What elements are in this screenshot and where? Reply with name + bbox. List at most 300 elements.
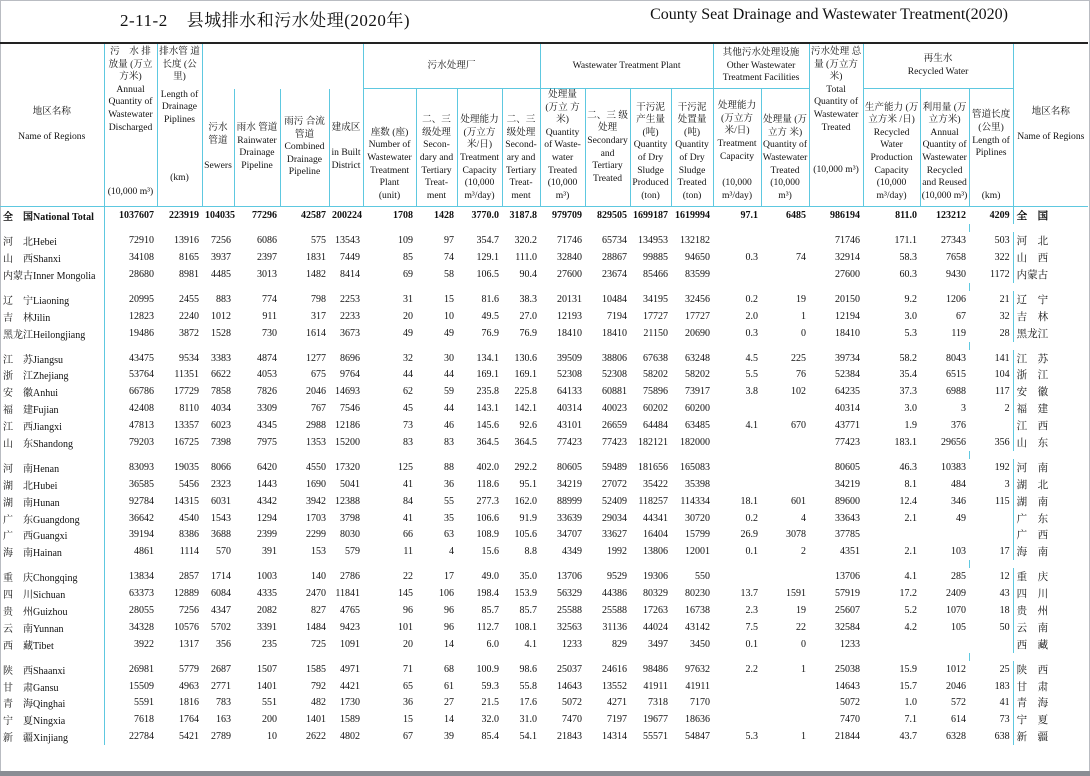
value-cell: 4802 bbox=[340, 731, 360, 743]
value-cell: 1992 bbox=[607, 546, 628, 558]
value-cell: 979709 bbox=[552, 210, 583, 222]
value-cell: 6420 bbox=[257, 461, 277, 473]
value-cell: 99885 bbox=[643, 252, 669, 264]
spacer-cell bbox=[863, 224, 920, 232]
value-cell: 1585 bbox=[306, 663, 326, 675]
value-cell: 986194 bbox=[830, 210, 861, 222]
value-cell: 32.0 bbox=[481, 714, 499, 726]
value-cell bbox=[969, 526, 1013, 543]
spacer-cell bbox=[809, 224, 863, 232]
value-cell: 767 bbox=[311, 403, 326, 415]
value-cell: 6.0 bbox=[486, 638, 499, 650]
spacer-cell bbox=[585, 653, 630, 661]
value-cell: 0 bbox=[801, 638, 807, 650]
value-cell: 57919 bbox=[835, 588, 861, 600]
value-cell: 34219 bbox=[835, 478, 861, 490]
value-cell: 5.3 bbox=[745, 731, 759, 743]
value-cell: 109 bbox=[398, 235, 413, 247]
value-cell: 43.7 bbox=[899, 731, 918, 743]
spacer-cell bbox=[280, 560, 329, 568]
value-cell: 58 bbox=[444, 268, 454, 280]
title-english: County Seat Drainage and Wastewater Treatment(2020) bbox=[650, 6, 1008, 23]
region-name-right: 湖 北 bbox=[1013, 476, 1088, 493]
value-cell: 97 bbox=[444, 235, 454, 247]
value-cell: 32456 bbox=[685, 293, 711, 305]
value-cell: 36 bbox=[403, 697, 413, 709]
table-row bbox=[0, 636, 1088, 653]
value-cell: 2233 bbox=[340, 310, 360, 322]
value-cell: 77296 bbox=[252, 210, 277, 222]
value-cell: 4345 bbox=[257, 420, 277, 432]
value-cell: 35422 bbox=[643, 478, 669, 490]
region-name-en: Fujian bbox=[33, 405, 59, 417]
value-cell: 2.1 bbox=[904, 546, 918, 558]
value-cell: 182121 bbox=[638, 436, 669, 448]
region-name-cn: 青 海 bbox=[3, 699, 33, 711]
spacer-cell bbox=[0, 283, 104, 291]
value-cell: 32 bbox=[999, 310, 1010, 322]
value-cell: 20150 bbox=[835, 293, 861, 305]
value-cell: 12.4 bbox=[899, 495, 918, 507]
spacer-cell bbox=[157, 560, 202, 568]
value-cell: 35 bbox=[444, 512, 454, 524]
value-cell: 9764 bbox=[340, 369, 360, 381]
spacer-cell bbox=[761, 342, 809, 350]
value-cell: 18410 bbox=[835, 327, 861, 339]
value-cell: 25 bbox=[999, 663, 1010, 675]
value-cell: 39194 bbox=[129, 529, 154, 541]
header-built-district: 建成区 in Built District bbox=[329, 89, 363, 207]
spacer-cell bbox=[671, 342, 713, 350]
value-cell: 183.1 bbox=[894, 436, 918, 448]
table-row bbox=[0, 543, 1088, 560]
region-name-en: Qinghai bbox=[33, 699, 66, 711]
value-cell: 1 bbox=[801, 663, 807, 675]
spacer-cell bbox=[329, 560, 363, 568]
spacer-cell bbox=[761, 283, 809, 291]
spacer-row bbox=[0, 560, 1088, 568]
value-cell: 28680 bbox=[129, 268, 154, 280]
value-cell: 21.5 bbox=[481, 697, 499, 709]
value-cell: 100.9 bbox=[476, 663, 499, 675]
value-cell: 19 bbox=[796, 293, 807, 305]
value-cell: 60202 bbox=[643, 403, 669, 415]
region-name-right: 山 东 bbox=[1013, 434, 1088, 451]
spacer-cell bbox=[809, 451, 863, 459]
table-row bbox=[0, 711, 1088, 728]
value-cell bbox=[713, 476, 761, 493]
value-cell: 65 bbox=[403, 680, 413, 692]
value-cell: 482 bbox=[311, 697, 326, 709]
value-cell: 346 bbox=[951, 495, 967, 507]
header-region: 地区名称 Name of Regions bbox=[0, 43, 104, 207]
value-cell: 25037 bbox=[557, 663, 583, 675]
value-cell: 7618 bbox=[134, 714, 154, 726]
spacer-row bbox=[0, 283, 1088, 291]
value-cell bbox=[713, 711, 761, 728]
value-cell: 12186 bbox=[335, 420, 360, 432]
spacer-cell bbox=[969, 342, 1013, 350]
value-cell: 55571 bbox=[643, 731, 669, 743]
value-cell: 8.8 bbox=[524, 546, 538, 558]
value-cell: 134953 bbox=[638, 235, 669, 247]
value-cell: 14 bbox=[444, 638, 454, 650]
value-cell: 46 bbox=[444, 420, 454, 432]
value-cell: 1730 bbox=[340, 697, 360, 709]
value-cell: 3673 bbox=[340, 327, 360, 339]
value-cell: 96 bbox=[444, 621, 454, 633]
total-row bbox=[0, 207, 1088, 224]
value-cell: 13916 bbox=[174, 235, 199, 247]
region-name-cn: 四 川 bbox=[3, 590, 33, 602]
region-name-cn: 河 北 bbox=[3, 237, 33, 249]
value-cell: 6622 bbox=[211, 369, 231, 381]
value-cell: 575 bbox=[311, 235, 326, 247]
value-cell: 7546 bbox=[340, 403, 360, 415]
spacer-cell bbox=[280, 653, 329, 661]
spacer-cell bbox=[457, 560, 502, 568]
value-cell: 3 bbox=[1004, 478, 1010, 490]
value-cell: 108.1 bbox=[514, 621, 538, 633]
value-cell: 3.0 bbox=[904, 310, 918, 322]
region-name-right: 四 川 bbox=[1013, 585, 1088, 602]
value-cell: 119 bbox=[951, 327, 967, 339]
region-name-right: 广 西 bbox=[1013, 526, 1088, 543]
value-cell: 9534 bbox=[179, 352, 199, 364]
table-body bbox=[0, 207, 1088, 745]
value-cell: 2.0 bbox=[745, 310, 759, 322]
region-name-cell bbox=[0, 291, 104, 308]
value-cell: 277.3 bbox=[476, 495, 499, 507]
value-cell: 18 bbox=[999, 604, 1010, 616]
region-name-right: 西 藏 bbox=[1013, 636, 1088, 653]
value-cell: 7194 bbox=[607, 310, 628, 322]
value-cell: 1831 bbox=[306, 252, 326, 264]
region-name-cn: 湖 南 bbox=[3, 497, 33, 509]
value-cell: 13706 bbox=[557, 571, 583, 583]
value-cell: 18.1 bbox=[740, 495, 759, 507]
value-cell: 63373 bbox=[129, 588, 154, 600]
region-name-cn: 安 徽 bbox=[3, 388, 33, 400]
value-cell: 153.9 bbox=[514, 588, 538, 600]
value-cell: 50 bbox=[999, 621, 1010, 633]
value-cell: 52409 bbox=[602, 495, 628, 507]
value-cell: 2470 bbox=[306, 588, 326, 600]
value-cell: 4349 bbox=[562, 546, 583, 558]
value-cell: 67 bbox=[956, 310, 967, 322]
region-name-en: Gansu bbox=[33, 682, 59, 694]
value-cell: 44341 bbox=[643, 512, 669, 524]
header-total-treated: 污水处理 总 量 (万立方 米) Total Quantity of Wastewater Treated (10,000 m³) bbox=[809, 43, 863, 207]
value-cell bbox=[969, 417, 1013, 434]
value-cell: 13806 bbox=[643, 546, 669, 558]
value-cell: 66 bbox=[403, 529, 413, 541]
value-cell: 12 bbox=[999, 571, 1010, 583]
spacer-cell bbox=[920, 342, 969, 350]
value-cell: 7826 bbox=[257, 386, 277, 398]
value-cell: 2.2 bbox=[745, 663, 759, 675]
spacer-cell bbox=[671, 283, 713, 291]
value-cell: 97632 bbox=[685, 663, 711, 675]
value-cell: 22 bbox=[403, 571, 413, 583]
value-cell: 63248 bbox=[685, 352, 711, 364]
value-cell: 5072 bbox=[840, 697, 861, 709]
value-cell: 3688 bbox=[211, 529, 231, 541]
region-name-cell bbox=[0, 695, 104, 712]
spacer-cell bbox=[809, 283, 863, 291]
value-cell: 10383 bbox=[941, 461, 967, 473]
value-cell: 73 bbox=[999, 714, 1010, 726]
spacer-cell bbox=[0, 224, 104, 232]
value-cell: 12889 bbox=[174, 588, 199, 600]
value-cell bbox=[713, 568, 761, 585]
value-cell: 58.2 bbox=[899, 352, 918, 364]
header-wastewater-discharged: 污 水 排放量 (万立方米) Annual Quantity of Wastewater Discharged (10,000 m³) bbox=[104, 43, 157, 207]
spacer-cell bbox=[457, 283, 502, 291]
value-cell: 1070 bbox=[946, 604, 967, 616]
spacer-cell bbox=[671, 560, 713, 568]
value-cell: 0.2 bbox=[745, 512, 759, 524]
spacer-cell bbox=[630, 283, 671, 291]
header-other-capacity: 处理能力 (万立方 米/日) Treatment Capacity (10,000 m³/day) bbox=[713, 89, 761, 207]
spacer-cell bbox=[202, 451, 234, 459]
region-name-cell bbox=[0, 308, 104, 325]
value-cell: 2253 bbox=[340, 293, 360, 305]
spacer-cell bbox=[0, 653, 104, 661]
table-row bbox=[0, 232, 1088, 249]
spacer-cell bbox=[416, 224, 457, 232]
spacer-cell bbox=[363, 224, 416, 232]
spacer-cell bbox=[920, 283, 969, 291]
region-name-right: 广 东 bbox=[1013, 510, 1088, 527]
value-cell: 21843 bbox=[557, 731, 583, 743]
region-name-right: 湖 南 bbox=[1013, 493, 1088, 510]
spacer-cell bbox=[104, 283, 157, 291]
value-cell: 5.3 bbox=[904, 327, 918, 339]
spacer-cell bbox=[104, 224, 157, 232]
value-cell: 66786 bbox=[129, 386, 154, 398]
value-cell: 792 bbox=[311, 680, 326, 692]
value-cell: 80605 bbox=[835, 461, 861, 473]
value-cell: 85 bbox=[403, 252, 413, 264]
value-cell: 77423 bbox=[835, 436, 861, 448]
value-cell: 5591 bbox=[134, 697, 154, 709]
region-name-cell bbox=[0, 434, 104, 451]
header-quantity-treated: 处理量 (万立 方米) Quantity of Waste- water Treated (10,000 m³) bbox=[540, 89, 585, 207]
value-cell: 5702 bbox=[211, 621, 231, 633]
header-rainwater: 雨水 管道 Rainwater Drainage Pipeline bbox=[234, 89, 280, 207]
table-row bbox=[0, 510, 1088, 527]
value-cell: 829 bbox=[612, 638, 628, 650]
value-cell: 17 bbox=[444, 571, 454, 583]
spacer-cell bbox=[585, 560, 630, 568]
value-cell: 9529 bbox=[607, 571, 628, 583]
value-cell: 17727 bbox=[685, 310, 711, 322]
region-name-cn: 福 建 bbox=[3, 405, 33, 417]
value-cell: 31136 bbox=[602, 621, 628, 633]
value-cell: 104035 bbox=[205, 210, 235, 222]
spacer-cell bbox=[809, 342, 863, 350]
region-name-cn: 辽 宁 bbox=[3, 295, 33, 307]
value-cell: 77423 bbox=[557, 436, 583, 448]
spacer-cell bbox=[969, 283, 1013, 291]
value-cell: 40023 bbox=[602, 403, 628, 415]
table-row bbox=[0, 366, 1088, 383]
spacer-row bbox=[0, 653, 1088, 661]
value-cell: 49.5 bbox=[481, 310, 499, 322]
value-cell: 123212 bbox=[936, 210, 967, 222]
value-cell: 43101 bbox=[557, 420, 583, 432]
spacer-cell bbox=[585, 342, 630, 350]
value-cell: 579 bbox=[345, 546, 360, 558]
value-cell: 7470 bbox=[562, 714, 583, 726]
value-cell: 22784 bbox=[129, 731, 154, 743]
value-cell: 44 bbox=[444, 369, 454, 381]
spacer-cell bbox=[920, 451, 969, 459]
value-cell: 13706 bbox=[835, 571, 861, 583]
region-name-en: Tibet bbox=[33, 640, 54, 652]
spacer-cell bbox=[969, 560, 1013, 568]
spacer-cell bbox=[457, 224, 502, 232]
region-name-cn: 新 疆 bbox=[3, 733, 33, 745]
value-cell: 1764 bbox=[179, 714, 199, 726]
value-cell: 2687 bbox=[211, 663, 231, 675]
value-cell: 4 bbox=[449, 546, 454, 558]
value-cell: 60881 bbox=[602, 386, 628, 398]
header-region-right: 地区名称 Name of Regions bbox=[1013, 43, 1088, 207]
region-name-cell bbox=[0, 728, 104, 745]
value-cell: 1690 bbox=[306, 478, 326, 490]
table-code: 2-11-2 bbox=[120, 11, 168, 30]
value-cell: 41 bbox=[403, 478, 413, 490]
value-cell: 32 bbox=[403, 352, 413, 364]
spacer-cell bbox=[502, 653, 540, 661]
value-cell bbox=[761, 459, 809, 476]
value-cell: 115 bbox=[994, 495, 1010, 507]
value-cell: 5421 bbox=[179, 731, 199, 743]
value-cell: 105.6 bbox=[514, 529, 538, 541]
value-cell: 40314 bbox=[557, 403, 583, 415]
spacer-cell bbox=[540, 560, 585, 568]
region-name-cell bbox=[0, 510, 104, 527]
value-cell bbox=[761, 266, 809, 283]
value-cell: 90.4 bbox=[519, 268, 538, 280]
value-cell: 31.0 bbox=[519, 714, 538, 726]
region-name-cell bbox=[0, 383, 104, 400]
value-cell: 3937 bbox=[211, 252, 231, 264]
value-cell: 80329 bbox=[643, 588, 669, 600]
value-cell: 28055 bbox=[129, 604, 154, 616]
value-cell: 77423 bbox=[602, 436, 628, 448]
value-cell: 106.6 bbox=[476, 512, 499, 524]
region-name-cn: 陕 西 bbox=[3, 665, 33, 677]
value-cell: 2299 bbox=[306, 529, 326, 541]
value-cell: 3922 bbox=[134, 638, 154, 650]
spacer-cell bbox=[202, 653, 234, 661]
value-cell: 134.1 bbox=[476, 352, 499, 364]
value-cell: 74 bbox=[796, 252, 807, 264]
value-cell: 391 bbox=[262, 546, 277, 558]
value-cell: 106.5 bbox=[476, 268, 499, 280]
value-cell bbox=[761, 400, 809, 417]
value-cell: 11351 bbox=[174, 369, 199, 381]
value-cell: 25607 bbox=[835, 604, 861, 616]
value-cell: 39734 bbox=[835, 352, 861, 364]
value-cell: 7.1 bbox=[904, 714, 918, 726]
value-cell: 1619994 bbox=[675, 210, 711, 222]
value-cell: 49.0 bbox=[481, 571, 499, 583]
value-cell: 76 bbox=[796, 369, 807, 381]
value-cell: 2988 bbox=[306, 420, 326, 432]
value-cell: 83 bbox=[444, 436, 454, 448]
region-name-cell bbox=[0, 249, 104, 266]
value-cell: 320.2 bbox=[514, 235, 538, 247]
spacer-cell bbox=[540, 342, 585, 350]
region-name-right: 陕 西 bbox=[1013, 661, 1088, 678]
value-cell: 169.1 bbox=[514, 369, 538, 381]
value-cell: 62 bbox=[403, 386, 413, 398]
table-row bbox=[0, 417, 1088, 434]
region-name-en: Hubei bbox=[33, 480, 58, 492]
value-cell: 17 bbox=[999, 546, 1010, 558]
value-cell: 17.6 bbox=[519, 697, 538, 709]
region-name-cell bbox=[0, 366, 104, 383]
value-cell: 376 bbox=[951, 420, 967, 432]
value-cell bbox=[713, 266, 761, 283]
value-cell: 4874 bbox=[257, 352, 277, 364]
table-row bbox=[0, 383, 1088, 400]
region-name-cn: 广 西 bbox=[3, 531, 33, 543]
value-cell: 1233 bbox=[840, 638, 861, 650]
spacer-cell bbox=[863, 451, 920, 459]
value-cell bbox=[761, 232, 809, 249]
region-name-right: 辽 宁 bbox=[1013, 291, 1088, 308]
region-name-right: 河 北 bbox=[1013, 232, 1088, 249]
value-cell: 1.0 bbox=[904, 697, 918, 709]
title-chinese bbox=[120, 6, 410, 31]
value-cell: 364.5 bbox=[514, 436, 538, 448]
value-cell: 19486 bbox=[129, 327, 154, 339]
value-cell: 14693 bbox=[335, 386, 360, 398]
value-cell: 24616 bbox=[602, 663, 628, 675]
value-cell: 4347 bbox=[211, 604, 231, 616]
value-cell: 91.9 bbox=[519, 512, 538, 524]
value-cell: 112.7 bbox=[476, 621, 499, 633]
value-cell: 31 bbox=[403, 293, 413, 305]
region-name-right: 云 南 bbox=[1013, 619, 1088, 636]
spacer-cell bbox=[671, 224, 713, 232]
value-cell: 5072 bbox=[562, 697, 583, 709]
header-drainage-length-en: Length of Drainage Piplines (km) bbox=[157, 89, 202, 207]
region-name-en: Hainan bbox=[33, 548, 62, 560]
header-capacity: 处理能力 (万立方 米/日) Treatment Capacity (10,000 m³/day) bbox=[457, 89, 502, 207]
region-name-en: Hunan bbox=[33, 497, 60, 509]
value-cell: 67 bbox=[403, 731, 413, 743]
sheet-bottom-edge bbox=[0, 771, 1090, 776]
value-cell: 6023 bbox=[211, 420, 231, 432]
spacer-cell bbox=[713, 653, 761, 661]
value-cell: 125 bbox=[398, 461, 413, 473]
value-cell: 8110 bbox=[179, 403, 199, 415]
value-cell: 54.1 bbox=[519, 731, 538, 743]
region-name-cell bbox=[0, 350, 104, 367]
region-name-en: Xinjiang bbox=[33, 733, 68, 745]
value-cell: 3450 bbox=[690, 638, 711, 650]
value-cell: 4.1 bbox=[904, 571, 918, 583]
value-cell: 49 bbox=[956, 512, 967, 524]
value-cell: 2323 bbox=[211, 478, 231, 490]
value-cell: 74 bbox=[444, 252, 454, 264]
